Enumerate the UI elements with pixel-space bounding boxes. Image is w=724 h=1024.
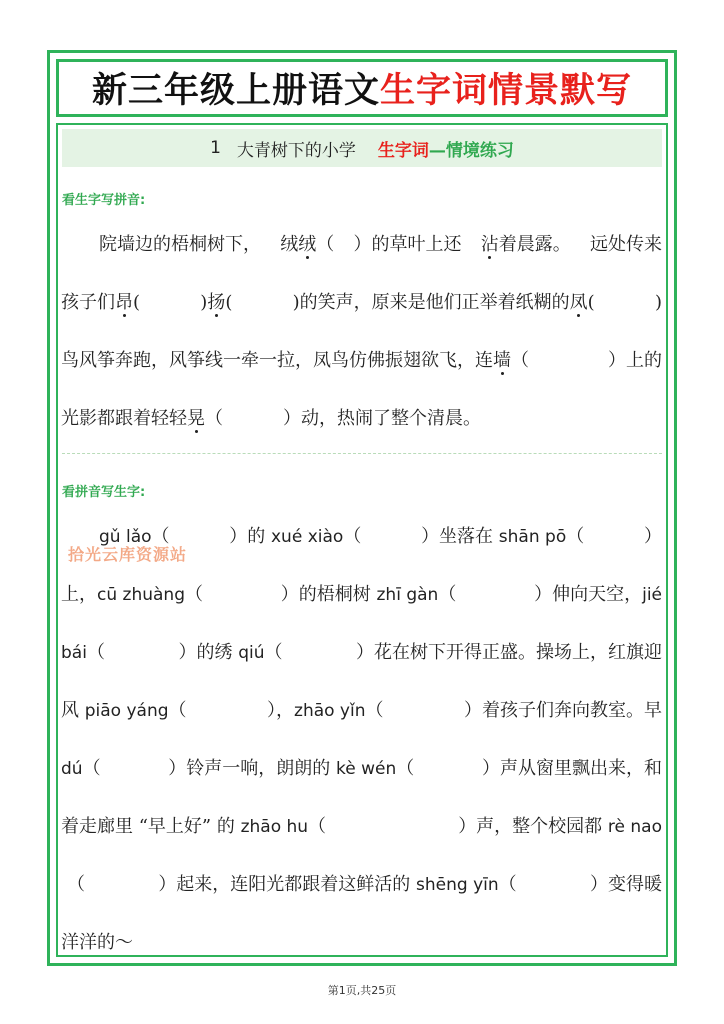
lesson-red-label: 生字词 xyxy=(377,140,429,161)
section-label-pinyin: 看生字写拼音: xyxy=(62,193,146,208)
exercise-line: dú（ ）铃声一响，朗朗的 kè wén（ ）声从窗里飘出来，和 xyxy=(61,758,662,779)
lesson-name: 大青树下的小学 xyxy=(236,140,356,161)
exercise-line: 光影都跟着轻轻晃（ ）动，热闹了整个清晨。 xyxy=(61,408,481,429)
lesson-green-label: —情境练习 xyxy=(428,140,514,161)
exercise-line: 鸟风筝奔跑，风筝线一牵一拉，凤鸟仿佛振翅欲飞，连墙（ ）上的 xyxy=(61,350,662,371)
exercise-line: 洋洋的～ xyxy=(61,932,133,953)
exercise-line: 着走廊里 “早上好” 的 zhāo hu（ ）声，整个校园都 rè nao xyxy=(61,816,662,837)
watermark: 拾光云库资源站 xyxy=(68,545,188,564)
section-label-characters: 看拼音写生字: xyxy=(62,485,146,500)
section-divider xyxy=(62,453,662,454)
worksheet-title xyxy=(56,59,668,117)
exercise-line: 风 piāo yáng（ ），zhāo yǐn（ ）着孩子们奔向教室。早 xyxy=(61,700,662,721)
exercise-line: 孩子们昂( )扬( )的笑声，原来是他们正举着纸糊的凤( ) xyxy=(61,292,662,313)
exercise-line: （ ）起来，连阳光都跟着这鲜活的 shēng yīn（ ）变得暖 xyxy=(67,874,662,895)
worksheet-frame xyxy=(47,50,677,966)
lesson-header xyxy=(62,129,662,167)
title-red-part: 生字词情景默写 xyxy=(380,71,633,111)
title-black-part: 新三年级上册语文 xyxy=(91,71,380,111)
exercise-line: bái（ ）的绣 qiú（ ）花在树下开得正盛。操场上，红旗迎 xyxy=(61,642,662,663)
lesson-content xyxy=(56,123,668,957)
lesson-number: 1 xyxy=(210,138,221,158)
page-number: 第1页,共25页 xyxy=(327,984,397,997)
exercise-line: 上，cū zhuàng（ ）的梧桐树 zhī gàn（ ）伸向天空，jié xyxy=(61,584,662,605)
exercise-line: 院墙边的梧桐树下， 绒绒（ ）的草叶上还 沾着晨露。 远处传来 xyxy=(99,234,662,255)
exercise-line: gǔ lǎo（ ）的 xué xiào（ ）坐落在 shān pō（ ） xyxy=(99,526,662,547)
